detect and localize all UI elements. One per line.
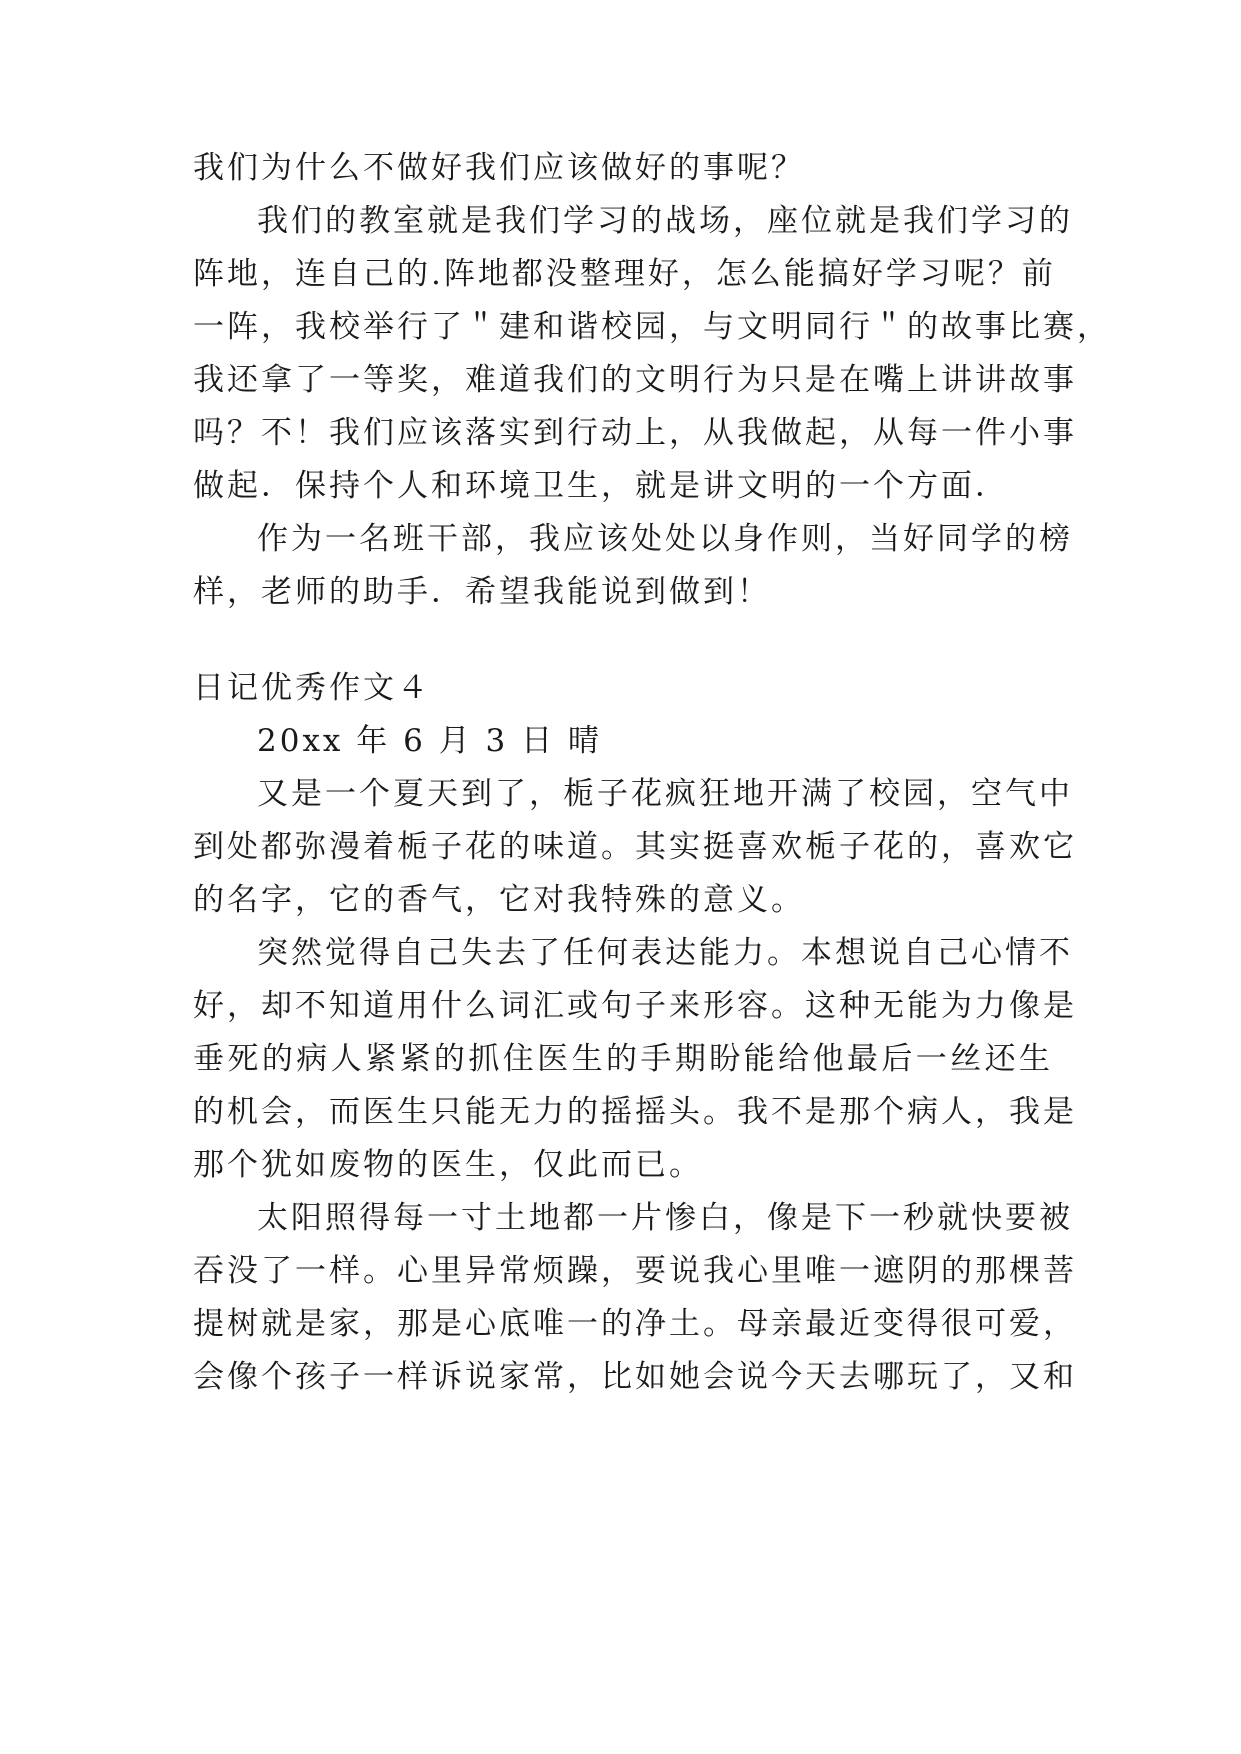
section-title: 日记优秀作文４	[193, 670, 431, 706]
diary-date: 20xx 年 6 月 3 日 晴	[257, 723, 602, 759]
text-line: 做起．保持个人和环境卫生，就是讲文明的一个方面．	[193, 468, 1009, 504]
text-line: 到处都弥漫着栀子花的味道。其实挺喜欢栀子花的，喜欢它	[193, 829, 1077, 865]
text-line: 阵地，连自己的.阵地都没整理好，怎么能搞好学习呢？前	[193, 256, 1056, 292]
text-line: 那个犹如废物的医生，仅此而已。	[193, 1147, 703, 1183]
paragraph-start: 我们的教室就是我们学习的战场，座位就是我们学习的	[257, 203, 1073, 239]
paragraph-start: 作为一名班干部，我应该处处以身作则，当好同学的榜	[257, 521, 1073, 557]
text-line: 我们为什么不做好我们应该做好的事呢？	[193, 150, 805, 186]
text-line: 样，老师的助手．希望我能说到做到！	[193, 574, 771, 610]
text-line: 吞没了一样。心里异常烦躁，要说我心里唯一遮阴的那棵菩	[193, 1253, 1077, 1289]
paragraph-start: 又是一个夏天到了，栀子花疯狂地开满了校园，空气中	[257, 776, 1073, 812]
text-line: 会像个孩子一样诉说家常，比如她会说今天去哪玩了，又和	[193, 1359, 1077, 1395]
text-line: 提树就是家，那是心底唯一的净土。母亲最近变得很可爱，	[193, 1306, 1077, 1342]
text-line: 的名字，它的香气，它对我特殊的意义。	[193, 882, 805, 918]
text-line: 的机会，而医生只能无力的摇摇头。我不是那个病人，我是	[193, 1094, 1077, 1130]
text-line: 好，却不知道用什么词汇或句子来形容。这种无能为力像是	[193, 988, 1077, 1024]
text-line: 吗？不！我们应该落实到行动上，从我做起，从每一件小事	[193, 415, 1077, 451]
text-line: 一阵，我校举行了＂建和谐校园，与文明同行＂的故事比赛，	[193, 309, 1111, 345]
paragraph-start: 突然觉得自己失去了任何表达能力。本想说自己心情不	[257, 935, 1073, 971]
text-line: 我还拿了一等奖，难道我们的文明行为只是在嘴上讲讲故事	[193, 362, 1077, 398]
paragraph-start: 太阳照得每一寸土地都一片惨白，像是下一秒就快要被	[257, 1200, 1073, 1236]
text-line: 垂死的病人紧紧的抓住医生的手期盼能给他最后一丝还生	[193, 1041, 1053, 1077]
